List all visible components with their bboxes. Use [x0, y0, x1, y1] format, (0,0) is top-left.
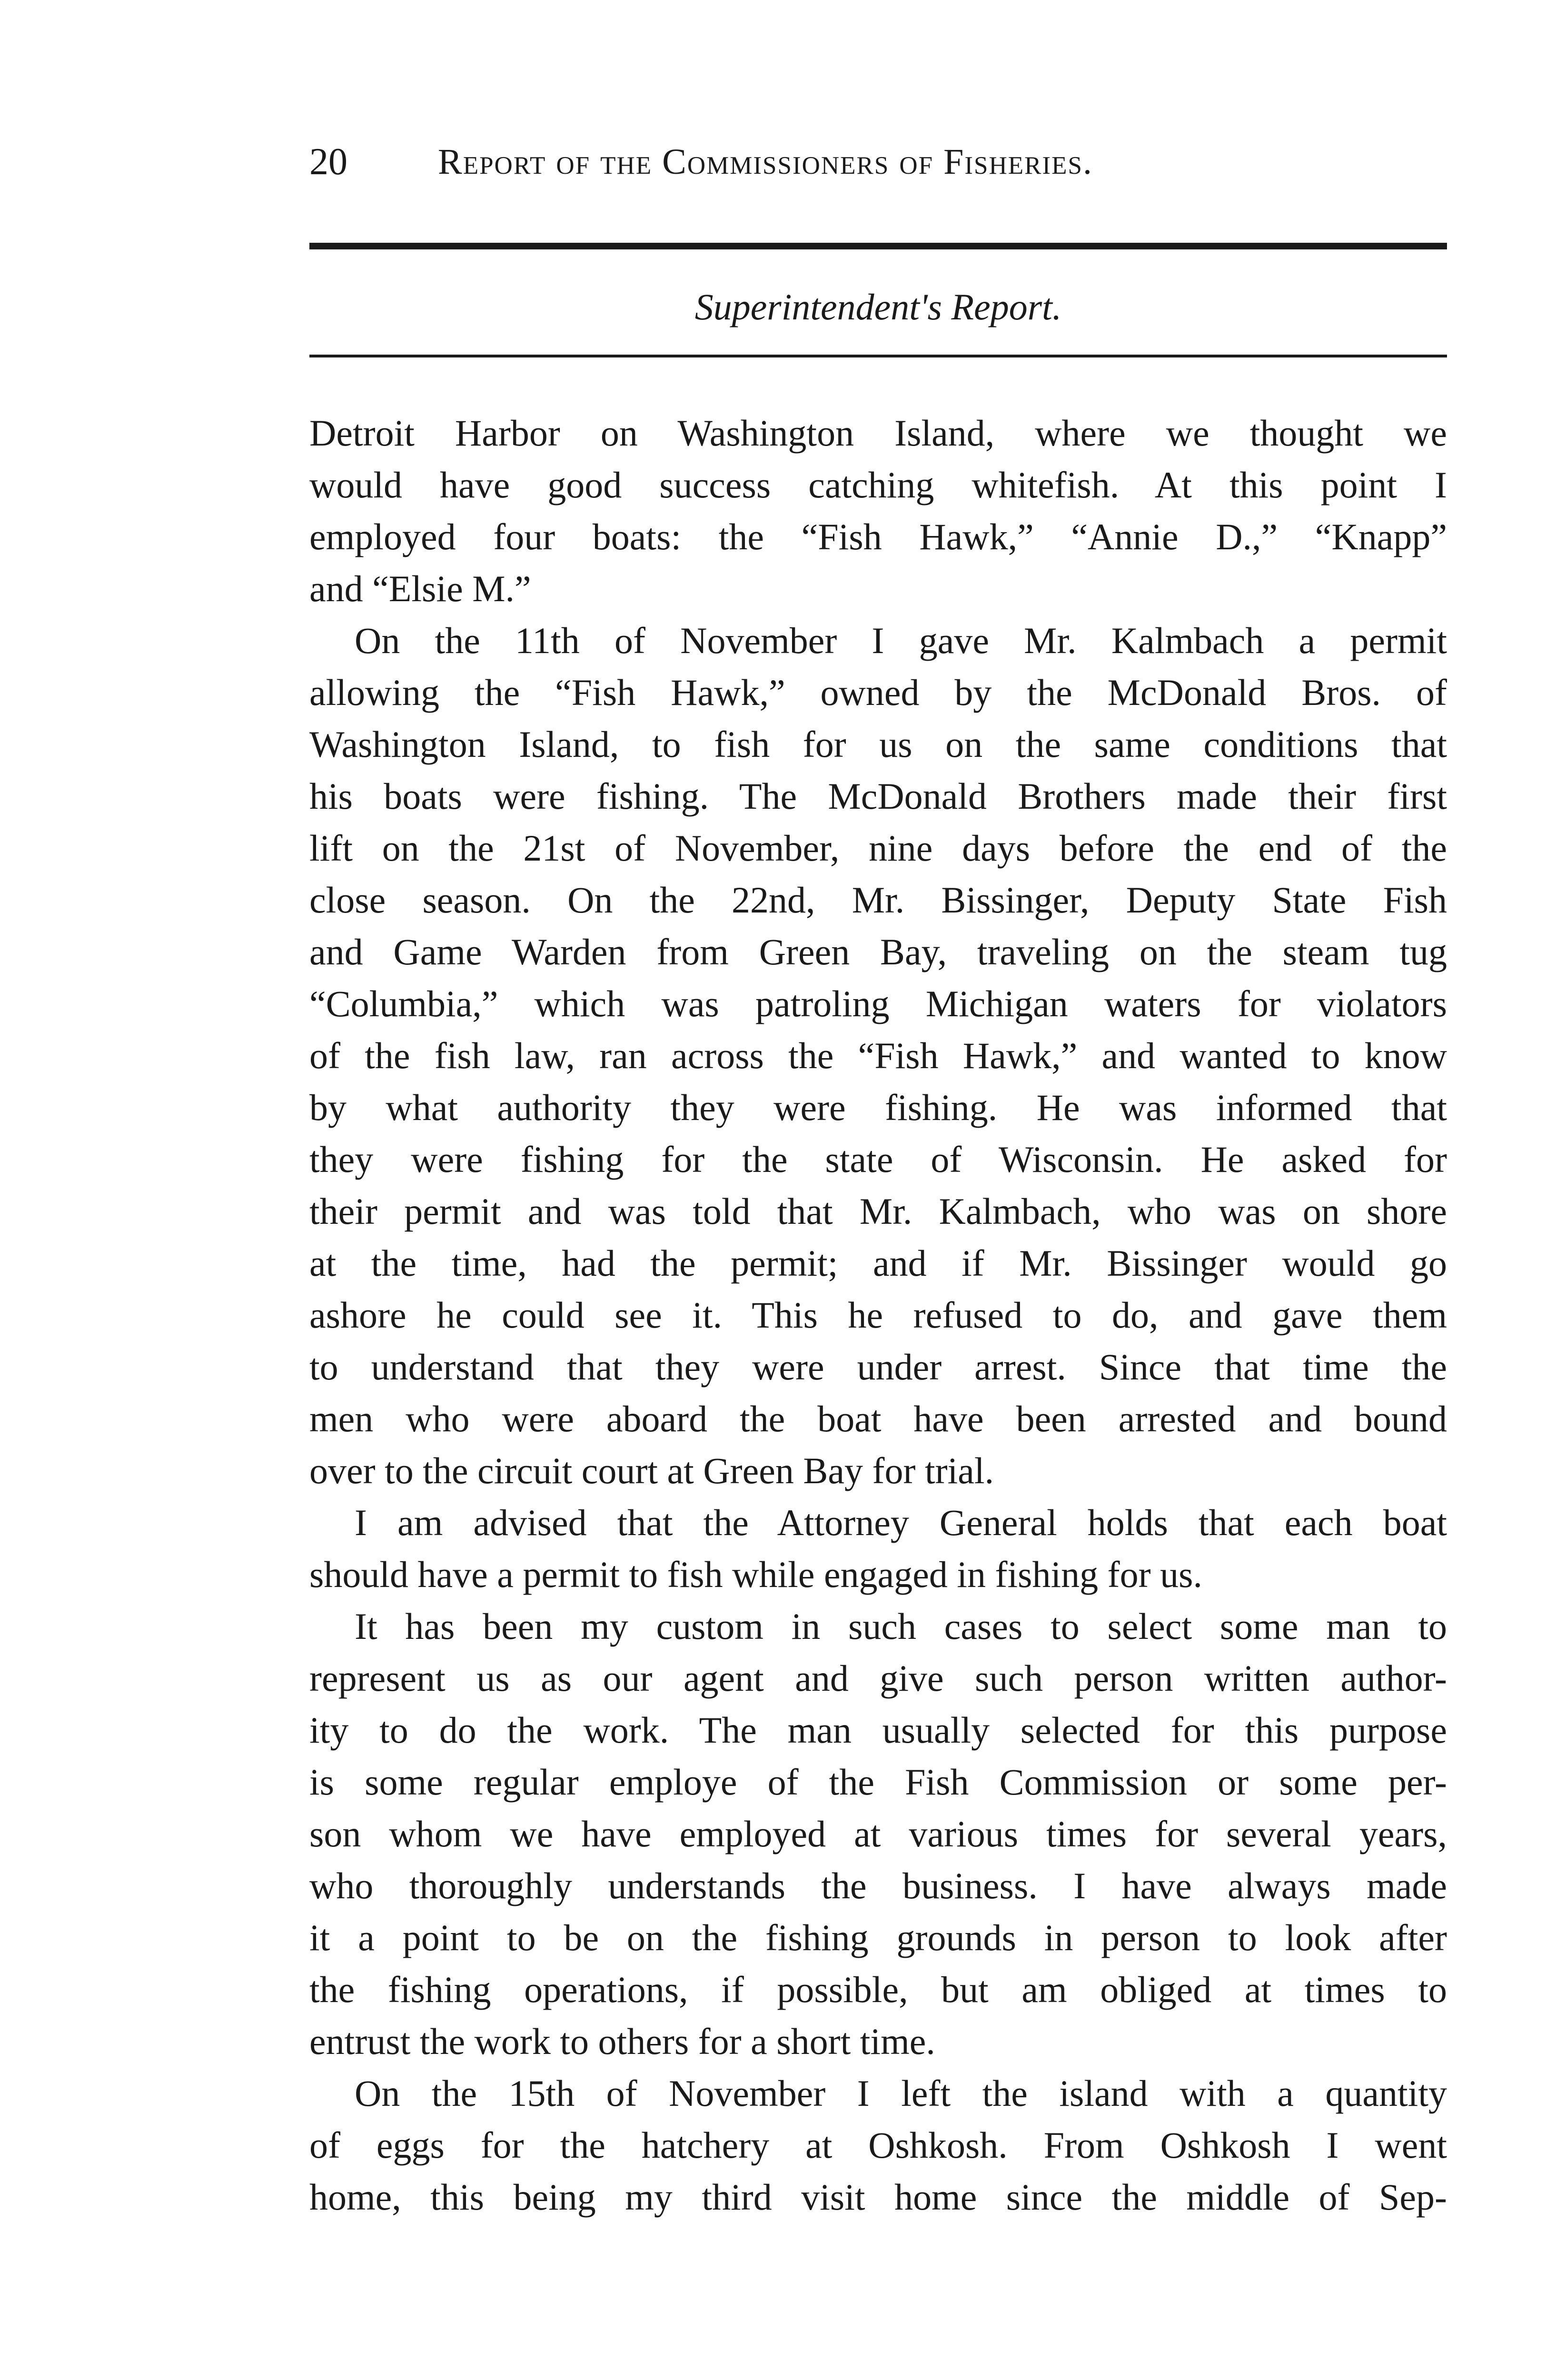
header-rule — [309, 243, 1447, 249]
page-number: 20 — [309, 141, 347, 183]
text-line: ity to do the work. The man usually selected for this purpose — [309, 1709, 1447, 1751]
text-line: son whom we have employed at various times for several years, — [309, 1813, 1447, 1854]
text-line: who thoroughly understands the business. I have always made — [309, 1865, 1447, 1906]
text-line: “Columbia,” which was patroling Michigan waters for violators — [309, 983, 1447, 1024]
paragraph — [309, 407, 1447, 615]
text-line: allowing the “Fish Hawk,” owned by the McDonald Bros. of — [309, 672, 1447, 713]
text-line: the fishing operations, if possible, but am obliged at times to — [309, 1969, 1447, 2010]
body-text — [309, 407, 1447, 2223]
running-title: Report of the Commissioners of Fisheries. — [438, 142, 1093, 182]
text-line: would have good success catching whitefish. At this point I — [309, 464, 1447, 506]
text-line: and Game Warden from Green Bay, traveling on the steam tug — [309, 931, 1447, 972]
text-line: Detroit Harbor on Washington Island, where we thought we — [309, 412, 1447, 454]
paragraph — [309, 2067, 1447, 2223]
text-line: of eggs for the hatchery at Oshkosh. From Oshkosh I went — [309, 2124, 1447, 2166]
text-line: over to the circuit court at Green Bay for trial. — [309, 1450, 994, 1491]
text-line: close season. On the 22nd, Mr. Bissinger, Deputy State Fish — [309, 879, 1447, 921]
text-line: home, this being my third visit home since the middle of Sep- — [309, 2176, 1447, 2218]
text-line: On the 11th of November I gave Mr. Kalmbach a permit — [355, 620, 1447, 661]
section-rule — [309, 355, 1447, 357]
text-line: of the fish law, ran across the “Fish Hawk,” and wanted to know — [309, 1035, 1447, 1076]
text-line: to understand that they were under arrest. Since that time the — [309, 1346, 1447, 1388]
text-line: their permit and was told that Mr. Kalmbach, who was on shore — [309, 1190, 1447, 1232]
paragraph — [309, 615, 1447, 1497]
text-line: represent us as our agent and give such person written author- — [309, 1657, 1447, 1699]
running-head — [309, 136, 1433, 188]
text-line: men who were aboard the boat have been arrested and bound — [309, 1398, 1447, 1439]
text-line: it a point to be on the fishing grounds in person to look after — [309, 1917, 1447, 1958]
text-line: On the 15th of November I left the island with a quantity — [355, 2073, 1447, 2114]
text-line: his boats were fishing. The McDonald Brothers made their first — [309, 775, 1447, 817]
section-heading: Superintendent's Report. — [694, 286, 1062, 327]
text-line: ashore he could see it. This he refused to do, and gave them — [309, 1294, 1447, 1336]
text-line: Washington Island, to fish for us on the same conditions that — [309, 724, 1447, 765]
text-line: I am advised that the Attorney General holds that each boat — [355, 1502, 1447, 1543]
text-line: should have a permit to fish while engaged in fishing for us. — [309, 1554, 1202, 1595]
text-line: and “Elsie M.” — [309, 568, 531, 609]
text-line: entrust the work to others for a short time. — [309, 2021, 935, 2062]
text-line: at the time, had the permit; and if Mr. Bissinger would go — [309, 1242, 1447, 1284]
text-line: by what authority they were fishing. He was informed that — [309, 1087, 1447, 1128]
paragraph — [309, 1497, 1447, 1600]
text-line: they were fishing for the state of Wisconsin. He asked for — [309, 1139, 1447, 1180]
text-line: is some regular employe of the Fish Commission or some per- — [309, 1761, 1447, 1803]
text-line: employed four boats: the “Fish Hawk,” “Annie D.,” “Knapp” — [309, 516, 1447, 557]
paragraph — [309, 1600, 1447, 2067]
text-line: lift on the 21st of November, nine days before the end of the — [309, 827, 1447, 869]
text-line: It has been my custom in such cases to select some man to — [355, 1606, 1447, 1647]
